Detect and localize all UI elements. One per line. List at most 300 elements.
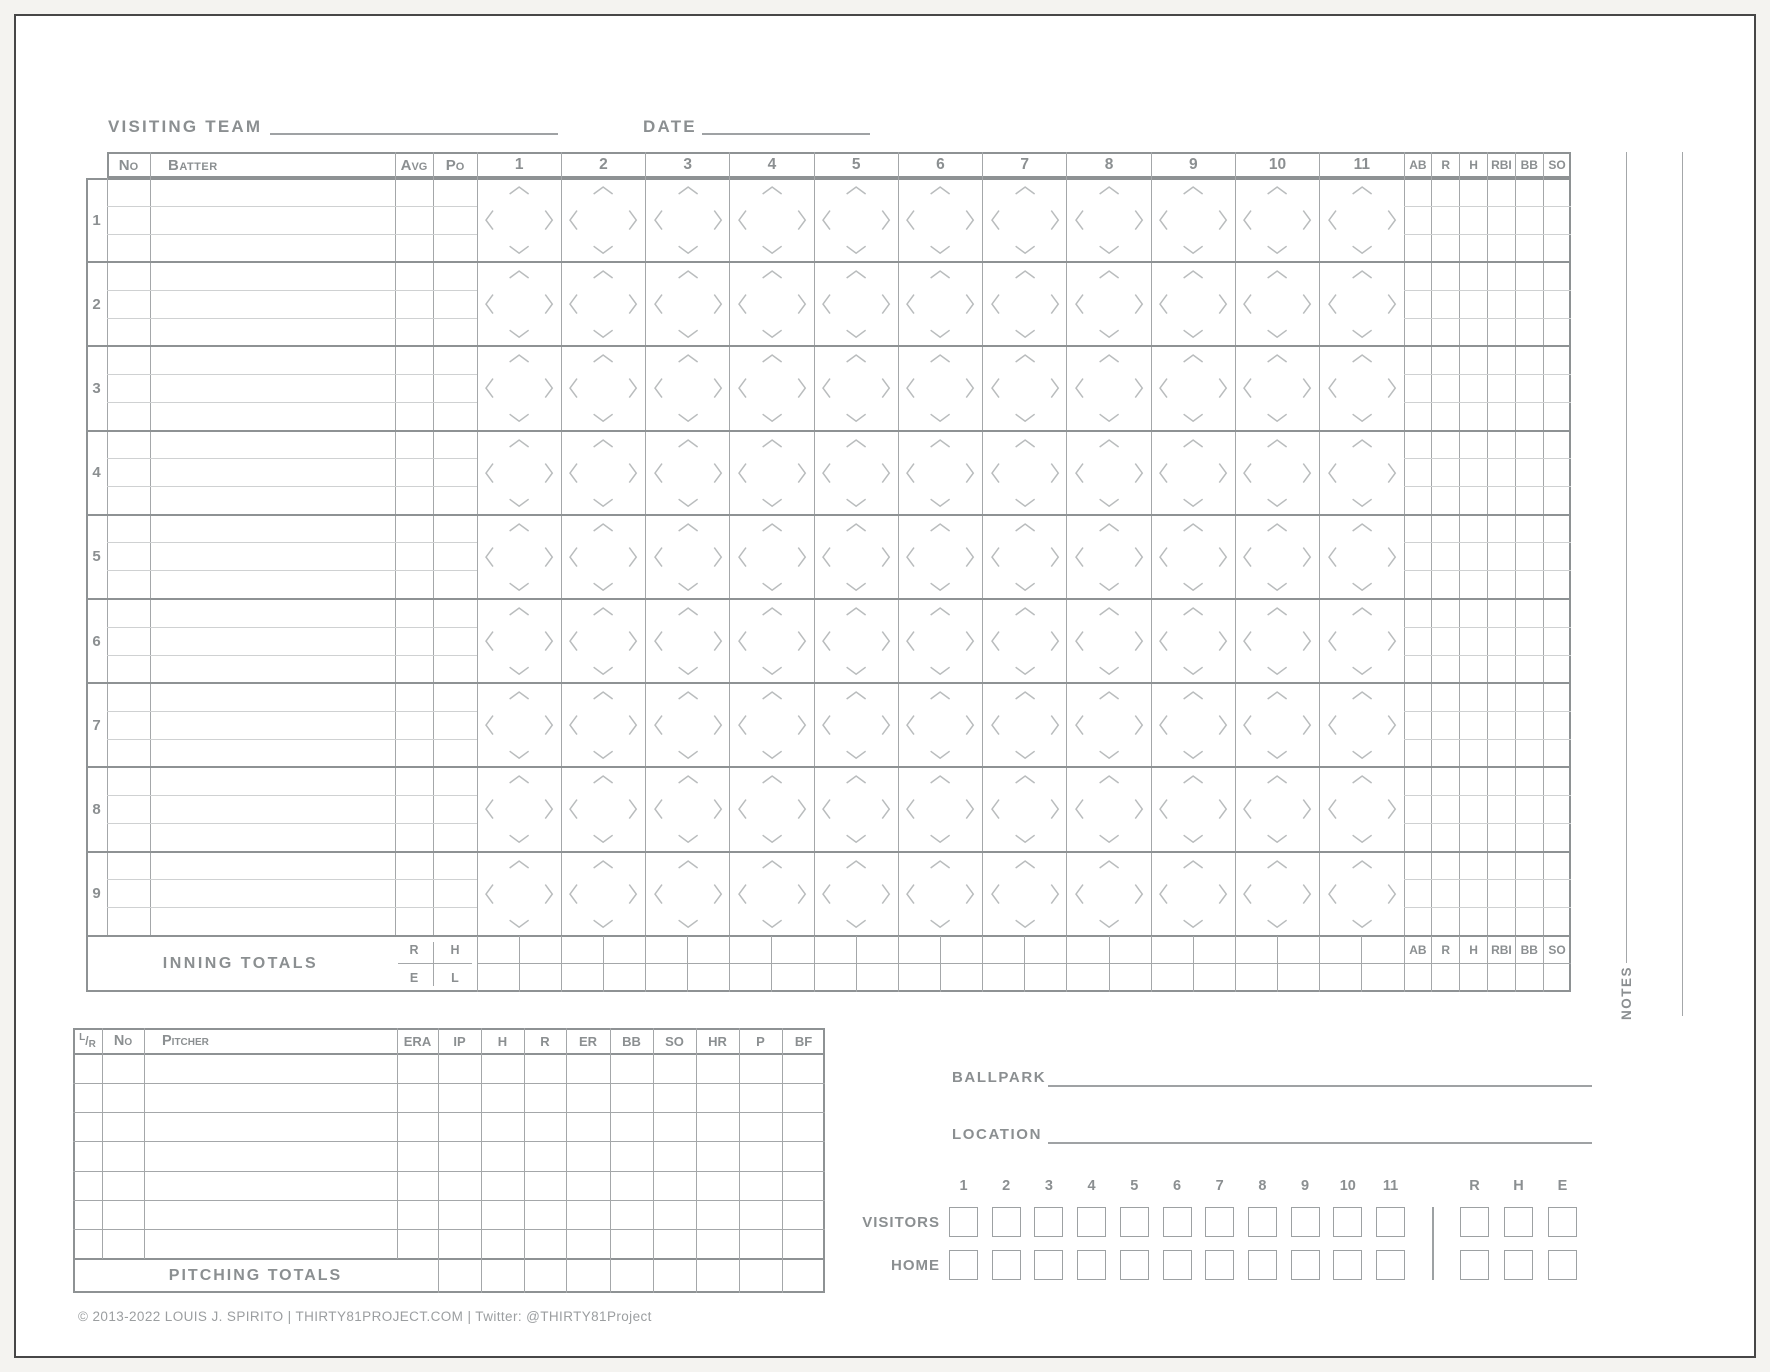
divider-line (898, 936, 899, 992)
pitching-table-outline (73, 1028, 825, 1293)
linescore-summary-header-r: R (1469, 1178, 1480, 1194)
baseball-diamond-icon (730, 767, 814, 851)
divider-line (519, 936, 520, 992)
pitching-column-header-p: P (756, 1033, 765, 1049)
linescore-inning-header-11: 11 (1382, 1178, 1399, 1194)
baseball-diamond-icon (983, 767, 1067, 851)
baseball-diamond-icon (1067, 178, 1151, 262)
divider-line (107, 206, 477, 207)
divider-line (1487, 152, 1488, 936)
linescore-box (1504, 1250, 1533, 1280)
baseball-diamond-icon (1151, 431, 1235, 515)
linescore-box (1291, 1250, 1320, 1280)
linescore-box (1120, 1207, 1149, 1237)
baseball-diamond-icon (814, 346, 898, 430)
divider-line (107, 374, 477, 375)
totals-stat-header-bb: BB (1520, 942, 1538, 957)
divider-line (102, 1028, 103, 1259)
linescore-box (1333, 1207, 1362, 1237)
batting-order-number: 3 (92, 379, 101, 397)
linescore-box (1333, 1250, 1362, 1280)
inning-header-5: 5 (851, 156, 861, 173)
visiting-team-label: VISITING TEAM (108, 117, 263, 136)
divider-line (782, 1259, 783, 1293)
baseball-diamond-icon (646, 178, 730, 262)
baseball-diamond-icon (1067, 515, 1151, 599)
linescore-box (1163, 1207, 1192, 1237)
divider-line (107, 655, 477, 656)
baseball-diamond-icon (730, 262, 814, 346)
divider-line (645, 936, 646, 992)
copyright-text: © 2013-2022 LOUIS J. SPIRITO | THIRTY81PROJECT.COM | Twitter: @THIRTY81Project (78, 1309, 652, 1324)
divider-line (107, 570, 477, 571)
divider-line (1404, 795, 1571, 796)
baseball-diamond-icon (898, 431, 982, 515)
divider-line (73, 1171, 825, 1172)
divider-line (107, 739, 477, 740)
divider-line (603, 936, 604, 992)
divider-line (397, 1028, 398, 1259)
divider-line (1515, 152, 1516, 936)
baseball-diamond-icon (730, 178, 814, 262)
divider-line (1404, 402, 1571, 403)
divider-line (107, 458, 477, 459)
column-header-no: No (118, 156, 139, 174)
baseball-diamond-icon (898, 346, 982, 430)
baseball-diamond-icon (1067, 767, 1151, 851)
divider-line (107, 290, 477, 291)
divider-line (73, 1083, 825, 1084)
baseball-diamond-icon (1151, 346, 1235, 430)
baseball-diamond-icon (814, 262, 898, 346)
linescore-box (1248, 1207, 1277, 1237)
divider-line (1404, 290, 1571, 291)
divider-line (150, 152, 151, 936)
baseball-diamond-icon (561, 767, 645, 851)
pitching-column-header-pitcher: Pitcher (162, 1033, 209, 1049)
pitching-totals-label: PITCHING TOTALS (168, 1267, 343, 1284)
linescore-inning-header-7: 7 (1215, 1178, 1224, 1194)
baseball-diamond-icon (1235, 431, 1319, 515)
divider-line (940, 936, 941, 992)
divider-line (73, 1112, 825, 1113)
linescore-inning-header-2: 2 (1002, 1178, 1011, 1194)
baseball-diamond-icon (814, 683, 898, 767)
linescore-box (1077, 1250, 1106, 1280)
baseball-diamond-icon (1151, 852, 1235, 936)
divider-line (1361, 936, 1362, 992)
baseball-diamond-icon (1320, 262, 1404, 346)
inning-header-8: 8 (1104, 156, 1114, 173)
divider-line (1404, 879, 1571, 880)
baseball-diamond-icon (730, 431, 814, 515)
divider-line (653, 1259, 654, 1293)
totals-stat-header-ab: AB (1409, 942, 1427, 957)
divider-line (566, 1028, 567, 1259)
notes-label: NOTES (1618, 965, 1634, 1020)
baseball-diamond-icon (814, 431, 898, 515)
linescore-box (1291, 1207, 1320, 1237)
baseball-diamond-icon (1151, 515, 1235, 599)
baseball-diamond-icon (983, 346, 1067, 430)
baseball-diamond-icon (1320, 346, 1404, 430)
baseball-diamond-icon (561, 262, 645, 346)
baseball-diamond-icon (814, 178, 898, 262)
linescore-box (1548, 1207, 1577, 1237)
linescore-box (949, 1207, 978, 1237)
linescore-box (1034, 1207, 1063, 1237)
linescore-box (1205, 1207, 1234, 1237)
visiting-team-fill-line (270, 133, 558, 135)
divider-line (1024, 936, 1025, 992)
divider-line (433, 152, 434, 936)
inning-totals-legend-h: H (450, 942, 460, 957)
inning-header-11: 11 (1353, 156, 1371, 173)
location-fill-line (1048, 1142, 1592, 1144)
baseball-diamond-icon (898, 262, 982, 346)
baseball-diamond-icon (477, 178, 561, 262)
baseball-diamond-icon (1067, 683, 1151, 767)
baseball-diamond-icon (898, 683, 982, 767)
baseball-diamond-icon (1067, 852, 1151, 936)
baseball-diamond-icon (477, 431, 561, 515)
divider-line (782, 1028, 783, 1259)
baseball-diamond-icon (477, 599, 561, 683)
linescore-box (1077, 1207, 1106, 1237)
linescore-inning-header-6: 6 (1172, 1178, 1182, 1194)
divider-line (481, 1259, 482, 1293)
baseball-diamond-icon (1235, 262, 1319, 346)
batting-order-number: 7 (92, 716, 101, 734)
baseball-diamond-icon (1067, 431, 1151, 515)
divider-line (610, 1259, 611, 1293)
stat-header-r: R (1441, 158, 1451, 172)
location-label: LOCATION (952, 1126, 1043, 1143)
baseball-diamond-icon (1320, 178, 1404, 262)
linescore-row-label-home: HOME (891, 1256, 940, 1274)
baseball-diamond-icon (477, 515, 561, 599)
divider-line (107, 627, 477, 628)
divider-line (856, 936, 857, 992)
linescore-summary-header-h: H (1513, 1178, 1524, 1194)
batting-order-number: 8 (92, 800, 101, 818)
stat-header-so: SO (1548, 158, 1566, 172)
divider-line (144, 1028, 145, 1259)
divider-line (524, 1028, 525, 1259)
pitching-column-header-bb: BB (622, 1033, 641, 1049)
totals-stat-header-so: SO (1548, 942, 1566, 957)
divider-line (73, 1141, 825, 1142)
divider-line (610, 1028, 611, 1259)
baseball-diamond-icon (1235, 346, 1319, 430)
linescore-box (1205, 1250, 1234, 1280)
column-header-po: Po (445, 156, 465, 174)
totals-stat-header-r: R (1441, 942, 1451, 957)
divider-line (1404, 627, 1571, 628)
divider-line (1404, 486, 1571, 487)
divider-line (653, 1028, 654, 1259)
pitching-column-header-r: R (540, 1033, 550, 1049)
divider-line (1277, 936, 1278, 992)
baseball-diamond-icon (730, 852, 814, 936)
baseball-diamond-icon (1235, 767, 1319, 851)
linescore-box (992, 1250, 1021, 1280)
linescore-separator (1432, 1207, 1434, 1280)
inning-totals-label: INNING TOTALS (162, 954, 319, 972)
totals-stat-header-rbi: RBI (1491, 942, 1512, 957)
divider-line (1193, 936, 1194, 992)
batting-order-number: 4 (92, 464, 101, 482)
baseball-diamond-icon (730, 683, 814, 767)
divider-line (1404, 739, 1571, 740)
inning-header-2: 2 (599, 156, 608, 173)
divider-line (1404, 206, 1571, 207)
divider-line (982, 936, 983, 992)
baseball-diamond-icon (1067, 599, 1151, 683)
batting-order-number: 5 (92, 548, 101, 566)
pitching-column-header-h: H (497, 1033, 508, 1049)
divider-line (1404, 458, 1571, 459)
baseball-diamond-icon (561, 178, 645, 262)
pitching-column-header-bf: BF (794, 1033, 813, 1049)
batting-order-number: 9 (92, 885, 101, 903)
divider-line (1151, 936, 1152, 992)
baseball-diamond-icon (1151, 262, 1235, 346)
divider-line (696, 1259, 697, 1293)
linescore-box (1034, 1250, 1063, 1280)
divider-line (107, 402, 477, 403)
baseball-diamond-icon (983, 262, 1067, 346)
linescore-inning-header-5: 5 (1130, 1178, 1139, 1194)
baseball-diamond-icon (646, 262, 730, 346)
baseball-diamond-icon (561, 683, 645, 767)
divider-line (566, 1259, 567, 1293)
divider-line (729, 936, 730, 992)
stat-header-ab: AB (1409, 158, 1427, 172)
baseball-diamond-icon (646, 599, 730, 683)
notes-rule-line (1626, 152, 1627, 963)
baseball-diamond-icon (1235, 599, 1319, 683)
divider-line (73, 1229, 825, 1230)
baseball-diamond-icon (1320, 767, 1404, 851)
linescore-box (1376, 1250, 1405, 1280)
baseball-diamond-icon (898, 178, 982, 262)
inning-totals-legend-r: R (409, 942, 419, 957)
inning-header-6: 6 (936, 156, 945, 173)
baseball-diamond-icon (983, 515, 1067, 599)
notes-rule-line (1682, 152, 1683, 1016)
linescore-summary-header-e: E (1557, 1178, 1568, 1194)
baseball-diamond-icon (561, 515, 645, 599)
baseball-diamond-icon (1235, 178, 1319, 262)
baseball-diamond-icon (646, 515, 730, 599)
pitching-column-header-hr: HR (708, 1033, 727, 1049)
baseball-diamond-icon (477, 683, 561, 767)
baseball-diamond-icon (1235, 515, 1319, 599)
divider-line (1404, 318, 1571, 319)
baseball-diamond-icon (898, 599, 982, 683)
totals-stat-header-h: H (1469, 942, 1478, 957)
inning-header-7: 7 (1020, 156, 1030, 173)
linescore-box (1163, 1250, 1192, 1280)
baseball-diamond-icon (477, 262, 561, 346)
divider-line (1404, 374, 1571, 375)
divider-line (1404, 570, 1571, 571)
baseball-diamond-icon (983, 683, 1067, 767)
linescore-box (1248, 1250, 1277, 1280)
baseball-diamond-icon (646, 431, 730, 515)
divider-line (107, 542, 477, 543)
baseball-diamond-icon (730, 346, 814, 430)
divider-line (107, 486, 477, 487)
divider-line (1404, 823, 1571, 824)
baseball-diamond-icon (561, 599, 645, 683)
pitching-column-header-no: No (113, 1033, 133, 1049)
divider-line (739, 1259, 740, 1293)
baseball-diamond-icon (477, 346, 561, 430)
column-header-batter: Batter (168, 156, 218, 174)
linescore-inning-header-8: 8 (1258, 1178, 1267, 1194)
date-label: DATE (643, 117, 697, 136)
inning-totals-legend-l: L (451, 970, 459, 985)
baseball-diamond-icon (1320, 431, 1404, 515)
baseball-diamond-icon (814, 767, 898, 851)
divider-line (1404, 907, 1571, 908)
linescore-inning-header-1: 1 (959, 1178, 968, 1194)
baseball-diamond-icon (898, 767, 982, 851)
baseball-diamond-icon (730, 599, 814, 683)
baseball-diamond-icon (1320, 515, 1404, 599)
baseball-diamond-icon (814, 599, 898, 683)
stat-header-h: H (1469, 158, 1478, 172)
baseball-diamond-icon (561, 431, 645, 515)
divider-line (1066, 936, 1067, 992)
pitching-column-header-so: SO (665, 1033, 684, 1049)
linescore-box (1376, 1207, 1405, 1237)
divider-line (814, 936, 815, 992)
divider-line (1404, 711, 1571, 712)
divider-line (107, 711, 477, 712)
baseball-diamond-icon (1235, 852, 1319, 936)
divider-line (1543, 152, 1544, 936)
baseball-diamond-icon (646, 683, 730, 767)
baseball-diamond-icon (814, 852, 898, 936)
baseball-diamond-icon (983, 431, 1067, 515)
divider-line (1109, 936, 1110, 992)
divider-line (395, 152, 396, 936)
baseball-diamond-icon (477, 767, 561, 851)
divider-line (1235, 936, 1236, 992)
divider-line (1404, 234, 1571, 235)
baseball-diamond-icon (983, 599, 1067, 683)
divider-line (73, 1200, 825, 1201)
inning-header-1: 1 (514, 156, 524, 173)
pitching-column-header-era: ERA (403, 1033, 432, 1049)
divider-line (1319, 936, 1320, 992)
batting-order-number: 6 (92, 632, 101, 650)
ballpark-fill-line (1048, 1085, 1592, 1087)
baseball-diamond-icon (477, 852, 561, 936)
baseball-diamond-icon (1067, 262, 1151, 346)
linescore-box (992, 1207, 1021, 1237)
divider-line (107, 879, 477, 880)
baseball-diamond-icon (561, 852, 645, 936)
baseball-diamond-icon (1320, 852, 1404, 936)
divider-line (739, 1028, 740, 1259)
stat-header-rbi: RBI (1491, 158, 1512, 172)
pitching-column-header-er: ER (578, 1033, 598, 1049)
baseball-diamond-icon (1320, 683, 1404, 767)
inning-totals-legend-e: E (409, 970, 419, 985)
inning-header-9: 9 (1188, 156, 1198, 173)
divider-line (1404, 655, 1571, 656)
baseball-diamond-icon (814, 515, 898, 599)
linescore-inning-header-9: 9 (1301, 1178, 1310, 1194)
divider-line (561, 936, 562, 992)
baseball-diamond-icon (1067, 346, 1151, 430)
baseball-diamond-icon (1320, 599, 1404, 683)
baseball-diamond-icon (1151, 178, 1235, 262)
baseball-diamond-icon (561, 346, 645, 430)
baseball-diamond-icon (983, 852, 1067, 936)
baseball-diamond-icon (898, 515, 982, 599)
divider-line (771, 936, 772, 992)
baseball-diamond-icon (898, 852, 982, 936)
divider-line (1431, 152, 1432, 936)
divider-line (107, 318, 477, 319)
linescore-box (1504, 1207, 1533, 1237)
baseball-diamond-icon (646, 346, 730, 430)
divider-line (524, 1259, 525, 1293)
batting-order-number: 1 (92, 211, 101, 229)
linescore-inning-header-4: 4 (1087, 1178, 1096, 1194)
divider-line (1459, 152, 1460, 936)
baseball-diamond-icon (646, 852, 730, 936)
linescore-box (1460, 1250, 1489, 1280)
baseball-diamond-icon (1151, 767, 1235, 851)
stat-header-bb: BB (1520, 158, 1538, 172)
divider-line (477, 936, 478, 992)
column-header-lr: L / R (79, 1032, 96, 1050)
baseball-diamond-icon (1151, 599, 1235, 683)
baseball-diamond-icon (1235, 683, 1319, 767)
date-fill-line (702, 133, 870, 135)
baseball-diamond-icon (730, 515, 814, 599)
divider-line (687, 936, 688, 992)
linescore-inning-header-10: 10 (1339, 1178, 1356, 1194)
divider-line (696, 1028, 697, 1259)
divider-line (1404, 542, 1571, 543)
divider-line (107, 795, 477, 796)
inning-header-10: 10 (1268, 156, 1287, 173)
batting-order-number: 2 (92, 295, 101, 313)
linescore-box (1548, 1250, 1577, 1280)
linescore-box (949, 1250, 978, 1280)
baseball-diamond-icon (646, 767, 730, 851)
divider-line (481, 1028, 482, 1259)
linescore-box (1460, 1207, 1489, 1237)
divider-line (107, 234, 477, 235)
pitching-column-header-ip: IP (453, 1033, 466, 1049)
inning-header-4: 4 (767, 156, 777, 173)
divider-line (438, 1028, 439, 1259)
column-header-avg: Avg (400, 156, 428, 174)
linescore-box (1120, 1250, 1149, 1280)
divider-line (107, 823, 477, 824)
baseball-diamond-icon (1151, 683, 1235, 767)
linescore-inning-header-3: 3 (1044, 1178, 1053, 1194)
ballpark-label: BALLPARK (952, 1069, 1047, 1086)
